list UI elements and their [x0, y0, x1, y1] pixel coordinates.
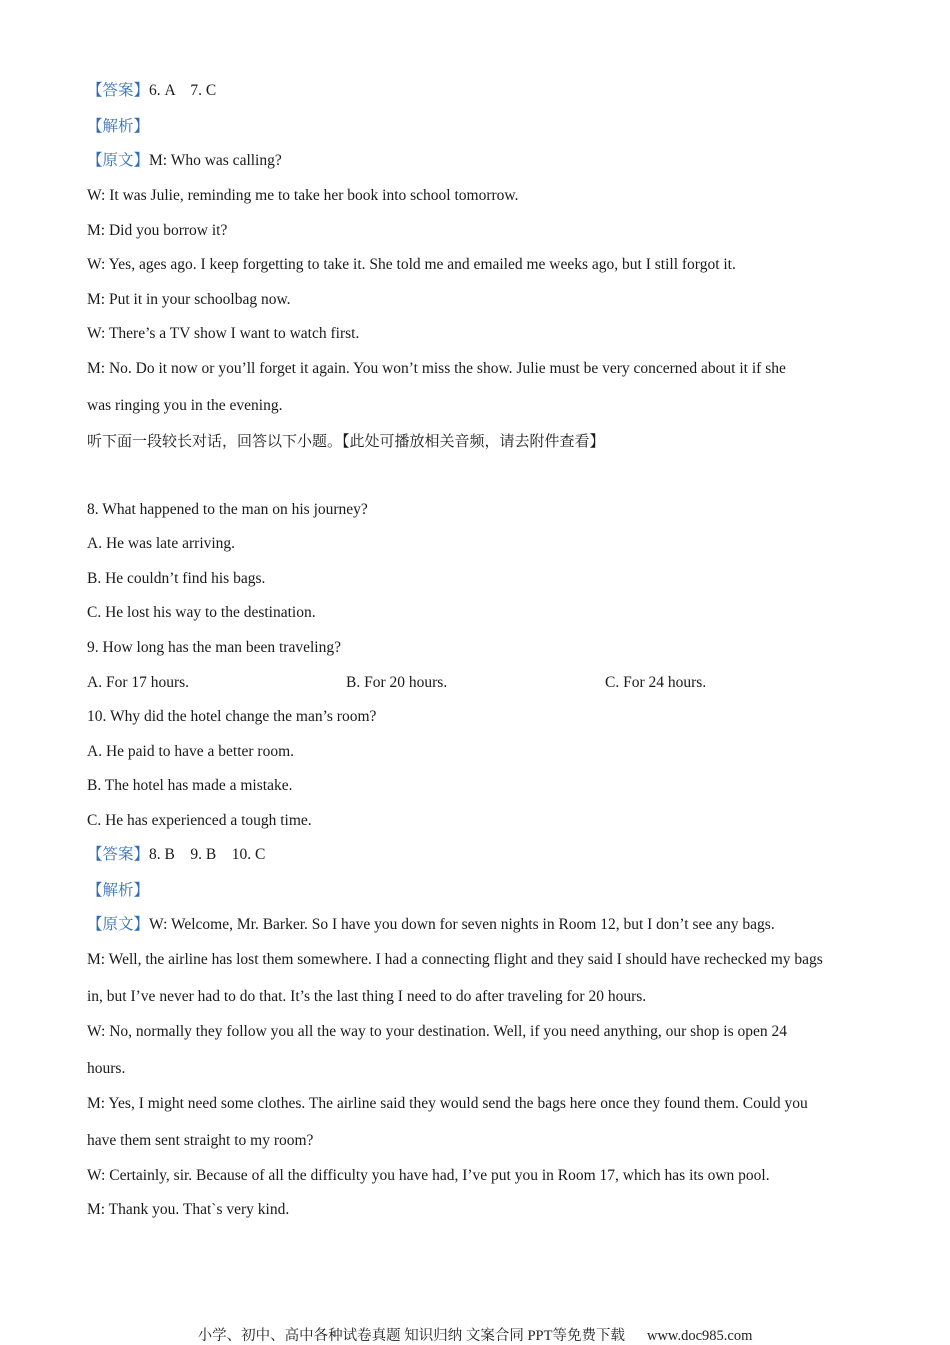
transcript-line: M: No. Do it now or you’ll forget it again. You won’t miss the show. Julie must be very concerned about it if she [87, 360, 786, 377]
transcript-line: M: Well, the airline has lost them somewhere. I had a connecting flight and they said I should have rechecked my bags [87, 951, 823, 968]
q8-option-b: B. He couldn’t find his bags. [87, 570, 266, 587]
answer-line-2 [87, 845, 265, 865]
transcript-line: M: Yes, I might need some clothes. The airline said they would send the bags here once they found them. Could you [87, 1095, 808, 1112]
transcript-line: W: Certainly, sir. Because of all the difficulty you have had, I’ve put you in Room 17, which has its own pool. [87, 1167, 770, 1184]
answer-text: 8. B 9. B 10. C [149, 846, 266, 863]
q9-option-b: B. For 20 hours. [346, 674, 448, 691]
q10-option-c: C. He has experienced a tough time. [87, 812, 312, 829]
transcript-line: W: There’s a TV show I want to watch first. [87, 325, 360, 342]
question-10: 10. Why did the hotel change the man’s room? [87, 708, 377, 725]
q8-option-c: C. He lost his way to the destination. [87, 604, 316, 621]
listening-instruction: 听下面一段较长对话，回答以下小题。【此处可播放相关音频，请去附件查看】 [87, 432, 605, 450]
transcript-line: in, but I’ve never had to do that. It’s the last thing I need to do after traveling for 20 hours. [87, 988, 647, 1005]
answer-text: 6. A 7. C [149, 82, 217, 99]
transcript-line: W: It was Julie, reminding me to take her book into school tomorrow. [87, 187, 519, 204]
transcript-line: M: Did you borrow it? [87, 222, 228, 239]
transcript-line: M: Thank you. That`s very kind. [87, 1201, 290, 1218]
transcript-line: 【原文】W: Welcome, Mr. Barker. So I have you down for seven nights in Room 12, but I don’t see any bags. [87, 916, 775, 933]
q10-option-a: A. He paid to have a better room. [87, 743, 295, 760]
answer-tag: 【答案】 [87, 846, 150, 863]
original-tag: 【原文】 [87, 916, 150, 933]
transcript-line: have them sent straight to my room? [87, 1132, 314, 1149]
q10-option-b: B. The hotel has made a mistake. [87, 777, 293, 794]
transcript-line: W: Yes, ages ago. I keep forgetting to take it. She told me and emailed me weeks ago, but I still forgot it. [87, 256, 736, 273]
answer-line-1 [87, 81, 216, 101]
answer-tag: 【答案】 [87, 82, 150, 99]
transcript-line: W: No, normally they follow you all the way to your destination. Well, if you need anything, our shop is open 24 [87, 1023, 788, 1040]
q8-option-a: A. He was late arriving. [87, 535, 236, 552]
transcript-line: 【原文】M: Who was calling? [87, 152, 282, 169]
transcript-line: was ringing you in the evening. [87, 397, 283, 414]
question-8: 8. What happened to the man on his journey? [87, 501, 368, 518]
footer-url[interactable]: www.doc985.com [646, 1328, 753, 1344]
q9-option-a: A. For 17 hours. [87, 674, 190, 691]
footer-text: 小学、初中、高中各种试卷真题 知识归纳 文案合同 PPT等免费下载 [197, 1328, 625, 1344]
analysis-tag: 【解析】 [87, 882, 150, 899]
analysis-tag: 【解析】 [87, 118, 150, 135]
transcript-line: M: Put it in your schoolbag now. [87, 291, 291, 308]
question-9: 9. How long has the man been traveling? [87, 639, 341, 656]
transcript-line: hours. [87, 1060, 126, 1077]
page-footer [0, 1324, 950, 1345]
original-tag: 【原文】 [87, 152, 150, 169]
q9-option-c: C. For 24 hours. [605, 674, 707, 691]
